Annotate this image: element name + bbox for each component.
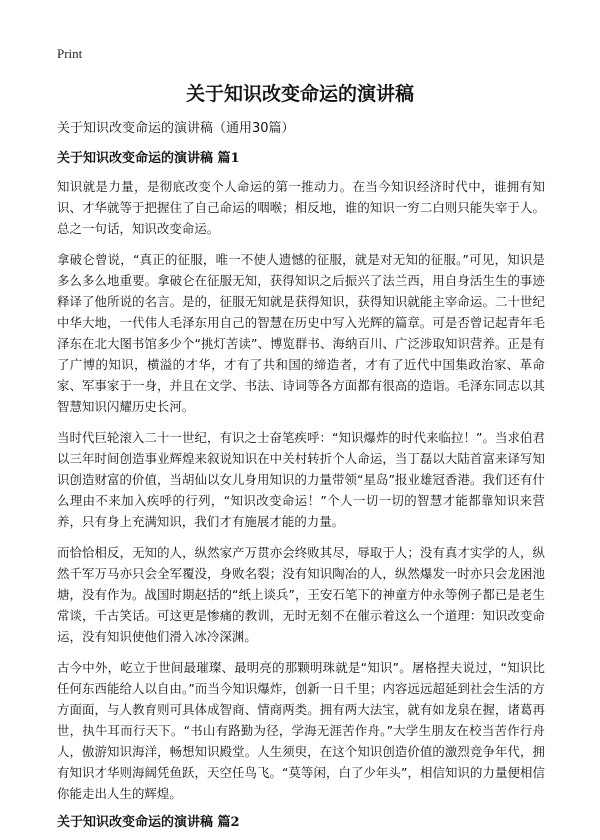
paragraph: 而恰恰相反，无知的人，纵然家产万贯亦会终败其尽，辱取于人；没有真才实学的人，纵然千军万马亦只会全军覆没，身败名裂；没有知识陶冶的人，纵然爆发一时亦只会龙困池塘，没有作为。战国时期赵括的“纸上谈兵”，王安石笔下的神童方仲永等例子都已是老生常谈，千古笑话。可这更是惨痛的教训，无时无刻不在催示着这么一个道理：知识改变命运，没有知识使他们滑入冰冷深渊。 — [57, 545, 545, 644]
paragraph: 当时代巨轮滚入二十一世纪，有识之士奋笔疾呼：“知识爆炸的时代来临拉！”。当求伯君以三年时间创造事业辉煌来叙说知识在中关村转折个人命运，当丁磊以大陆首富来译写知识创造财富的价值，当胡仙以女儿身用知识的力量带领“星岛”报业雄冠香港。我们还有什么理由不来加入疾呼的行列，“知识改变命运！”个人一切一切的智慧才能都靠知识来营养，只有身上充满知识，我们才有施展才能的力量。 — [57, 430, 545, 529]
paragraph: 知识就是力量，是彻底改变个人命运的第一推动力。在当今知识经济时代中，谁拥有知识、才华就等于把握住了自己命运的咽喉；相反地，谁的知识一穷二白则只能失宰于人。总之一句话，知识改变命运。 — [57, 179, 545, 236]
print-link[interactable]: Print — [57, 46, 83, 61]
section-heading-2: 关于知识改变命运的演讲稿 篇2 — [57, 815, 240, 830]
paragraph: 拿破仑曾说，“真正的征服，唯一不使人遗憾的征服，就是对无知的征服。”可见，知识是多么多么地重要。拿破仑在征服无知，获得知识之后振兴了法兰西，用自身活生生的事迹释译了他所说的名言。是的，征服无知就是获得知识，获得知识就能主宰命运。二十世纪中华大地，一代伟人毛泽东用自己的智慧在历史中写入光辉的篇章。可是否曾记起青年毛泽东在北大图书馆多少个“挑灯苦读”、博览群书、海纳百川、广泛涉取知识营养。正是有了广博的知识，横溢的才华，才有了共和国的缔造者，才有了近代中国集政治家、革命家、军事家于一身，并且在文学、书法、诗词等各方面都有很高的造诣。毛泽东同志以其智慧知识闪耀历史长河。 — [57, 252, 545, 414]
document-subtitle: 关于知识改变命运的演讲稿（通用30篇） — [57, 121, 295, 136]
article-body — [57, 150, 545, 840]
section-heading-1: 关于知识改变命运的演讲稿 篇1 — [57, 151, 240, 166]
page-title: 关于知识改变命运的演讲稿 — [185, 83, 414, 105]
paragraph: 古今中外，屹立于世间最璀璨、最明亮的那颗明珠就是“知识”。屠格捏夫说过，“知识比任何东西能给人以自由。”而当今知识爆炸，创新一日千里；内容远远超延到社会生活的方方面面，与人教育则可具体成智商、情商两类。拥有两大法宝，就有如龙泉在握，诸葛再世，执牛耳而行天下。“书山有路勤为径，学海无涯苦作舟。”大学生朋友在校当苦作行舟人，傲游知识海洋，畅想知识殿堂。人生须臾，在这个知识创造价值的激烈竞争年代，拥有知识才华则海阔凭鱼跃，天空任鸟飞。“莫等闲，白了少年头”，相信知识的力量便相信你能走出人生的辉煌。 — [57, 660, 545, 801]
